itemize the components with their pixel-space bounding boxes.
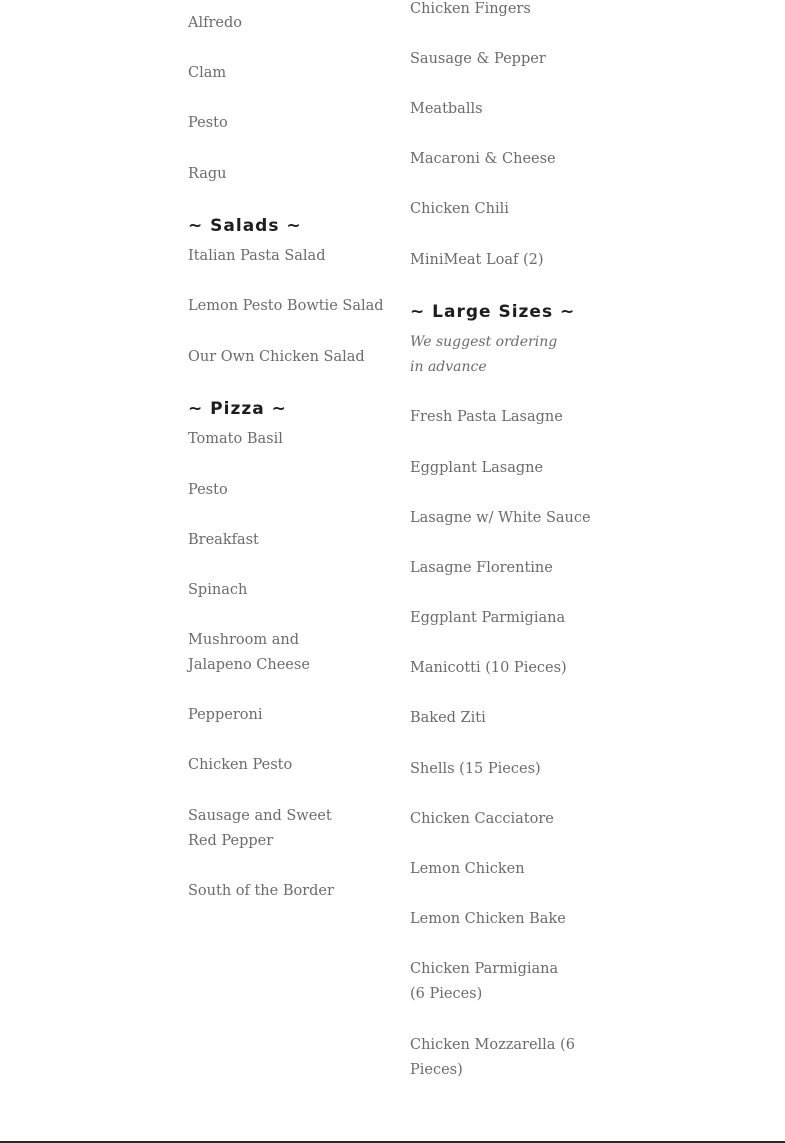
menu-item: Italian Pasta Salad [188,248,326,264]
menu-item: Baked Ziti [410,710,486,726]
menu-item: Macaroni & Cheese [410,151,556,167]
menu-item: Chicken Parmigiana (6 Pieces) [410,961,559,1002]
menu-item: Manicotti (10 Pieces) [410,660,567,676]
menu-item: Pesto [188,482,228,498]
menu-item: MiniMeat Loaf (2) [410,252,544,268]
menu-item: Pepperoni [188,707,263,723]
menu-item: Sausage & Pepper [410,51,546,67]
menu-item: Lemon Chicken Bake [410,911,566,927]
menu-item: Meatballs [410,101,483,117]
menu-item: Tomato Basil [188,431,283,447]
menu-item: Lemon Pesto Bowtie Salad [188,298,384,314]
menu-item: Clam [188,65,227,81]
menu-item: Lasagne w/ White Sauce [410,510,591,526]
section-heading-pizza: ~ Pizza ~ [188,399,287,419]
menu-item: Eggplant Parmigiana [410,610,566,626]
menu-item: Ragu [188,166,227,182]
menu-item: Chicken Pesto [188,757,293,773]
menu-item: Sausage and Sweet Red Pepper [188,808,332,849]
menu-item: Chicken Chili [410,201,509,217]
menu-item: Breakfast [188,532,259,548]
menu-item: Chicken Fingers [410,1,531,17]
menu-item: Eggplant Lasagne [410,460,544,476]
menu-item: Mushroom and Jalapeno Cheese [188,632,310,673]
section-heading-salads: ~ Salads ~ [188,216,302,236]
menu-item: Shells (15 Pieces) [410,761,541,777]
menu-item: Alfredo [188,15,242,31]
menu-item: Spinach [188,582,248,598]
menu-item: Chicken Cacciatore [410,811,554,827]
section-heading-large-sizes: ~ Large Sizes ~ [410,302,576,322]
ordering-note: We suggest ordering in advance [410,334,558,375]
menu-item: Our Own Chicken Salad [188,349,365,365]
menu-item: Fresh Pasta Lasagne [410,409,563,425]
menu-item: South of the Border [188,883,334,899]
menu-item: Pesto [188,115,228,131]
menu-item: Lasagne Florentine [410,560,553,576]
menu-item: Lemon Chicken [410,861,525,877]
menu-item: Chicken Mozzarella (6 Pieces) [410,1037,575,1078]
